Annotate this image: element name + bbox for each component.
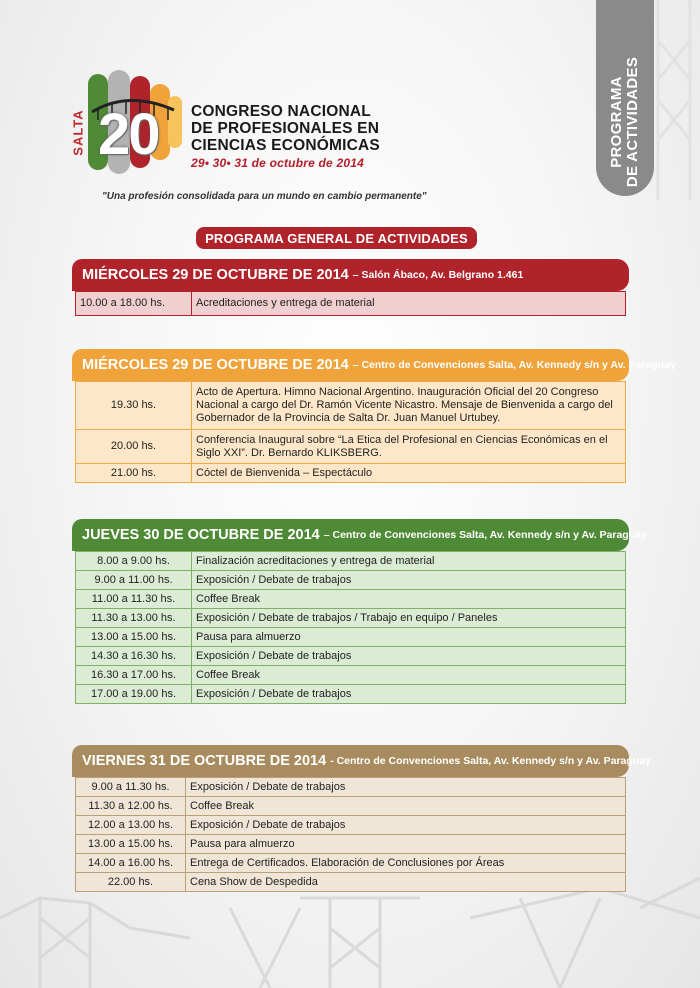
table-row <box>76 647 626 666</box>
time-cell: 16.30 a 17.00 hs. <box>76 666 192 685</box>
section-place: - Centro de Convenciones Salta, Av. Kennedy s/n y Av. Paraguay <box>330 755 651 767</box>
table-row <box>76 552 626 571</box>
time-cell: 13.00 a 15.00 hs. <box>76 835 186 854</box>
time-cell: 9.00 a 11.00 hs. <box>76 571 192 590</box>
table-row <box>76 382 626 430</box>
table-row <box>76 873 626 892</box>
title-line-2: DE PROFESIONALES EN <box>191 120 380 137</box>
section-header <box>72 349 676 381</box>
table-row <box>76 685 626 704</box>
activity-cell: Exposición / Debate de trabajos <box>192 571 626 590</box>
activity-cell: Coffee Break <box>192 590 626 609</box>
time-cell: 19.30 hs. <box>76 382 192 430</box>
table-row <box>76 609 626 628</box>
time-cell: 11.30 a 13.00 hs. <box>76 609 192 628</box>
schedule-table <box>75 381 626 483</box>
time-cell: 14.00 a 16.00 hs. <box>76 854 186 873</box>
activity-cell: Pausa para almuerzo <box>192 628 626 647</box>
table-row <box>76 854 626 873</box>
activity-cell: Exposición / Debate de trabajos <box>186 778 626 797</box>
table-row <box>76 590 626 609</box>
section-day: VIERNES 31 DE OCTUBRE DE 2014 <box>82 753 327 769</box>
time-cell: 20.00 hs. <box>76 430 192 464</box>
time-cell: 11.30 a 12.00 hs. <box>76 797 186 816</box>
table-row <box>76 628 626 647</box>
logo-salta: SALTA <box>70 108 86 156</box>
activity-cell: Exposición / Debate de trabajos / Trabajo en equipo / Paneles <box>192 609 626 628</box>
time-cell: 14.30 a 16.30 hs. <box>76 647 192 666</box>
activity-cell: Cóctel de Bienvenida – Espectáculo <box>192 464 626 483</box>
section-day: MIÉRCOLES 29 DE OCTUBRE DE 2014 <box>82 357 349 373</box>
section-header <box>72 519 647 551</box>
schedule-table <box>75 291 626 316</box>
activity-cell: Finalización acreditaciones y entrega de material <box>192 552 626 571</box>
side-tab-text <box>609 57 641 187</box>
section-friday <box>72 745 651 892</box>
section-day: JUEVES 30 DE OCTUBRE DE 2014 <box>82 527 320 543</box>
side-tab-line2: DE ACTIVIDADES <box>624 56 641 188</box>
section-wednesday-abaco <box>72 259 629 316</box>
table-row <box>76 778 626 797</box>
section-header <box>72 259 629 291</box>
table-row <box>76 666 626 685</box>
schedule-table <box>75 777 626 892</box>
table-row <box>76 292 626 316</box>
logo-number: 20 <box>98 102 159 167</box>
table-row <box>76 571 626 590</box>
activity-cell: Acto de Apertura. Himno Nacional Argentino. Inauguración Oficial del 20 Congreso Nacional a cargo del Dr. Ramón Vicente Nicastro. Mensaje de Bienvenida a cargo del Gobernador de la Provincia de Salta Dr. Juan Manuel Urtubey. <box>192 382 626 430</box>
activity-cell: Entrega de Certificados. Elaboración de Conclusiones por Áreas <box>186 854 626 873</box>
activity-cell: Acreditaciones y entrega de material <box>192 292 626 316</box>
title-line-1: CONGRESO NACIONAL <box>191 103 371 120</box>
section-wednesday-convenciones <box>72 349 676 483</box>
time-cell: 22.00 hs. <box>76 873 186 892</box>
logo-bar-yellow <box>168 96 182 148</box>
side-tab <box>596 0 654 196</box>
main-title: PROGRAMA GENERAL DE ACTIVIDADES <box>196 227 477 249</box>
time-cell: 12.00 a 13.00 hs. <box>76 816 186 835</box>
time-cell: 13.00 a 15.00 hs. <box>76 628 192 647</box>
time-cell: 10.00 a 18.00 hs. <box>76 292 192 316</box>
activity-cell: Coffee Break <box>186 797 626 816</box>
activity-cell: Exposición / Debate de trabajos <box>192 647 626 666</box>
section-day: MIÉRCOLES 29 DE OCTUBRE DE 2014 <box>82 267 349 283</box>
table-row <box>76 430 626 464</box>
activity-cell: Exposición / Debate de trabajos <box>186 816 626 835</box>
section-place: – Centro de Convenciones Salta, Av. Kennedy s/n y Av. Paraguay <box>352 359 676 371</box>
schedule-table <box>75 551 626 704</box>
time-cell: 11.00 a 11.30 hs. <box>76 590 192 609</box>
time-cell: 8.00 a 9.00 hs. <box>76 552 192 571</box>
time-cell: 9.00 a 11.30 hs. <box>76 778 186 797</box>
activity-cell: Conferencia Inaugural sobre “La Etica del Profesional en Ciencias Económicas en el Siglo XXI”. Dr. Bernardo KLIKSBERG. <box>192 430 626 464</box>
activity-cell: Coffee Break <box>192 666 626 685</box>
section-place: – Centro de Convenciones Salta, Av. Kennedy s/n y Av. Paraguay <box>323 529 647 541</box>
time-cell: 17.00 a 19.00 hs. <box>76 685 192 704</box>
table-row <box>76 816 626 835</box>
title-line-3: CIENCIAS ECONÓMICAS <box>191 137 380 154</box>
table-row <box>76 464 626 483</box>
table-row <box>76 797 626 816</box>
table-row <box>76 835 626 854</box>
side-tab-line1: PROGRAMA <box>608 76 625 168</box>
slogan: "Una profesión consolidada para un mundo en cambio permanente" <box>102 191 427 202</box>
congress-dates: 29• 30• 31 de octubre de 2014 <box>191 156 364 170</box>
activity-cell: Cena Show de Despedida <box>186 873 626 892</box>
section-thursday <box>72 519 647 704</box>
section-header <box>72 745 651 777</box>
congress-title <box>191 103 380 170</box>
time-cell: 21.00 hs. <box>76 464 192 483</box>
activity-cell: Exposición / Debate de trabajos <box>192 685 626 704</box>
section-place: – Salón Ábaco, Av. Belgrano 1.461 <box>352 269 524 281</box>
activity-cell: Pausa para almuerzo <box>186 835 626 854</box>
